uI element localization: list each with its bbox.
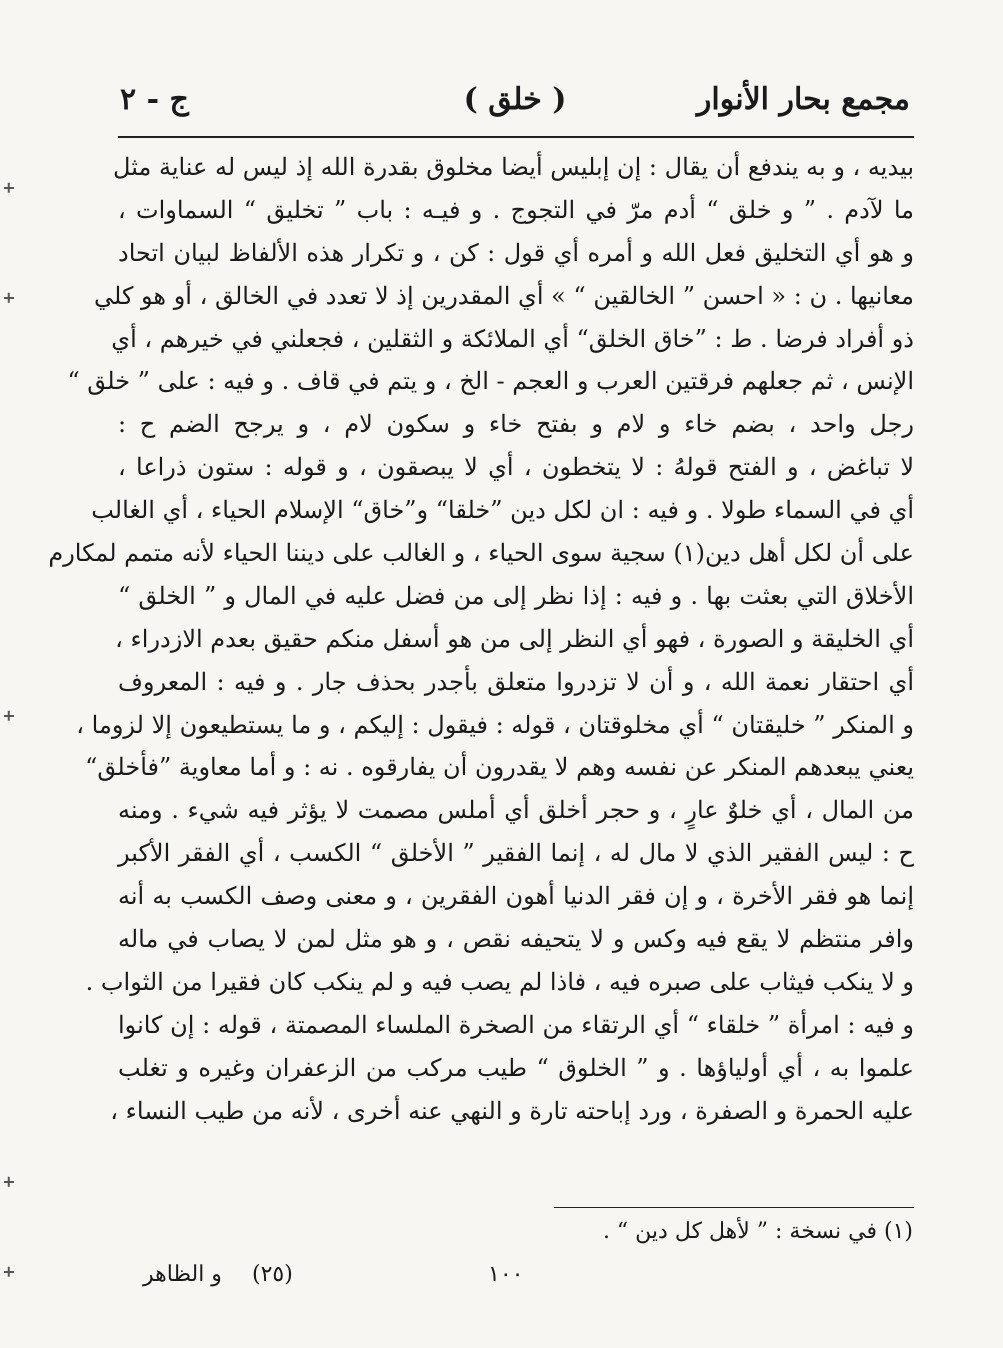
text-line: من المال ، أي خلوٌ عارٍ ، و حجر أخلق أي أملس مصمت لا يؤثر فيه شيء . ومنه xyxy=(118,796,914,825)
margin-mark xyxy=(4,293,14,303)
text-line: عليه الحمرة و الصفرة ، ورد إباحته تارة و النهي عنه أخرى ، لأنه من طيب النساء ، xyxy=(110,1096,914,1125)
text-line: الأخلاق التي بعثت بها . و فيه : إذا نظر إلى من فضل عليه في المال و ” الخلق “ xyxy=(118,581,914,610)
catchword: و الظاهر xyxy=(143,1262,222,1287)
text-line: على أن لكل أهل دين(١) سجية سوى الحياء ، و الغالب على ديننا الحياء لأنه متمم لمكارم xyxy=(48,539,914,568)
margin-mark xyxy=(4,183,14,193)
text-line: و المنكر ” خليقتان “ أي مخلوقتان ، قوله : فيقول : إليكم ، و ما يستطيعون إلا لزوما ، xyxy=(76,710,914,739)
signature-mark: (٢٥) xyxy=(252,1262,293,1287)
text-line: و فيه : امرأة ” خلقاء “ أي الرتقاء من الصخرة الملساء المصمتة ، قوله : إن كانوا xyxy=(118,1010,914,1039)
page-number: ١٠٠ xyxy=(488,1262,524,1287)
text-line: أي احتقار نعمة الله ، و أن لا تزدروا متعلق بأجدر بحذف جار . و فيه : المعروف xyxy=(118,667,914,696)
text-line: ذو أفراد فرضا . ط : ”خاق الخلق“ أي الملائكة و الثقلين ، فجعلني في خيرهم ، أي xyxy=(111,324,914,353)
text-line: معانيها . ن : « احسن ” الخالقين “ » أي المقدرين إذ لا تعدد في الخالق ، أو هو كلي xyxy=(94,281,914,310)
text-line: الإنس ، ثم جعلهم فرقتين العرب و العجم - الخ ، و يتم في قاف . و فيه : على ” خلق “ xyxy=(67,367,914,396)
text-line: رجل واحد ، بضم خاء و لام و بفتح خاء و سكون لام ، و يرجح الضم ح : xyxy=(118,410,914,439)
main-text xyxy=(48,146,914,1132)
page-footer xyxy=(0,1262,1003,1302)
running-header xyxy=(120,82,910,130)
header-rule xyxy=(118,136,914,138)
margin-mark xyxy=(4,1267,14,1277)
text-line: ما لآدم . ” و خلق “ أدم مرّ في التجوج . و فيـه : باب ” تخليق “ السماوات ، xyxy=(118,195,914,224)
footnote-rule xyxy=(554,1207,914,1208)
text-line: لا تباغض ، و الفتح قولهُ : لا يتخطون ، أي لا يبصقون ، و قوله : ستون ذراعا ، xyxy=(118,453,914,482)
text-line: يعني يبعدهم المنكر عن نفسه وهم لا يقدرون أن يفارقوه . نه : و أما معاوية ”فأخلق“ xyxy=(85,753,914,782)
text-line: و هو أي التخليق فعل الله و أمره أي قول : كن ، و تكرار هذه الألفاظ لبيان اتحاد xyxy=(118,238,914,267)
book-title: مجمع بحار الأنوار xyxy=(696,82,910,117)
margin-mark xyxy=(4,711,14,721)
margin-mark xyxy=(4,1177,14,1187)
text-line: ح : ليس الفقير الذي لا مال له ، إنما الفقير ” الأخلق “ الكسب ، أي الفقر الأكبر xyxy=(118,839,914,868)
volume-label: ج - ٢ xyxy=(120,82,189,117)
text-line: علموا به ، أي أولياؤها . و ” الخلوق “ طيب مركب من الزعفران وغيره و تغلب xyxy=(118,1053,914,1082)
text-line: بيديه ، و به يندفع أن يقال : إن إبليس أيضا مخلوق بقدرة الله إذ ليس له عناية مثل xyxy=(113,153,914,181)
entry-heading: ( خلق ) xyxy=(463,82,567,117)
text-line: وافر منتظم لا يقع فيه وكس و لا يتحيفه نقص ، و هو مثل لمن لا يصاب في ماله xyxy=(118,925,914,954)
text-line: أي الخليقة و الصورة ، فهو أي النظر إلى من هو أسفل منكم حقيق بعدم الازدراء ، xyxy=(115,624,914,653)
text-line: و لا ينكب فيثاب على صبره فيه ، فاذا لم يصب فيه و لم ينكب كان فقيرا من الثواب . xyxy=(85,967,914,996)
text-line: إنما هو فقر الأخرة ، و إن فقر الدنيا أهون الفقرين ، و معنى وصف الكسب به أنه xyxy=(118,882,914,911)
footnote: (١) في نسخة : ” لأهل كل دين “ . xyxy=(602,1219,913,1244)
text-line: أي في السماء طولا . و فيه : ان لكل دين ”خلقا“ و”خاق“ الإسلام الحياء ، أي الغالب xyxy=(91,496,914,525)
